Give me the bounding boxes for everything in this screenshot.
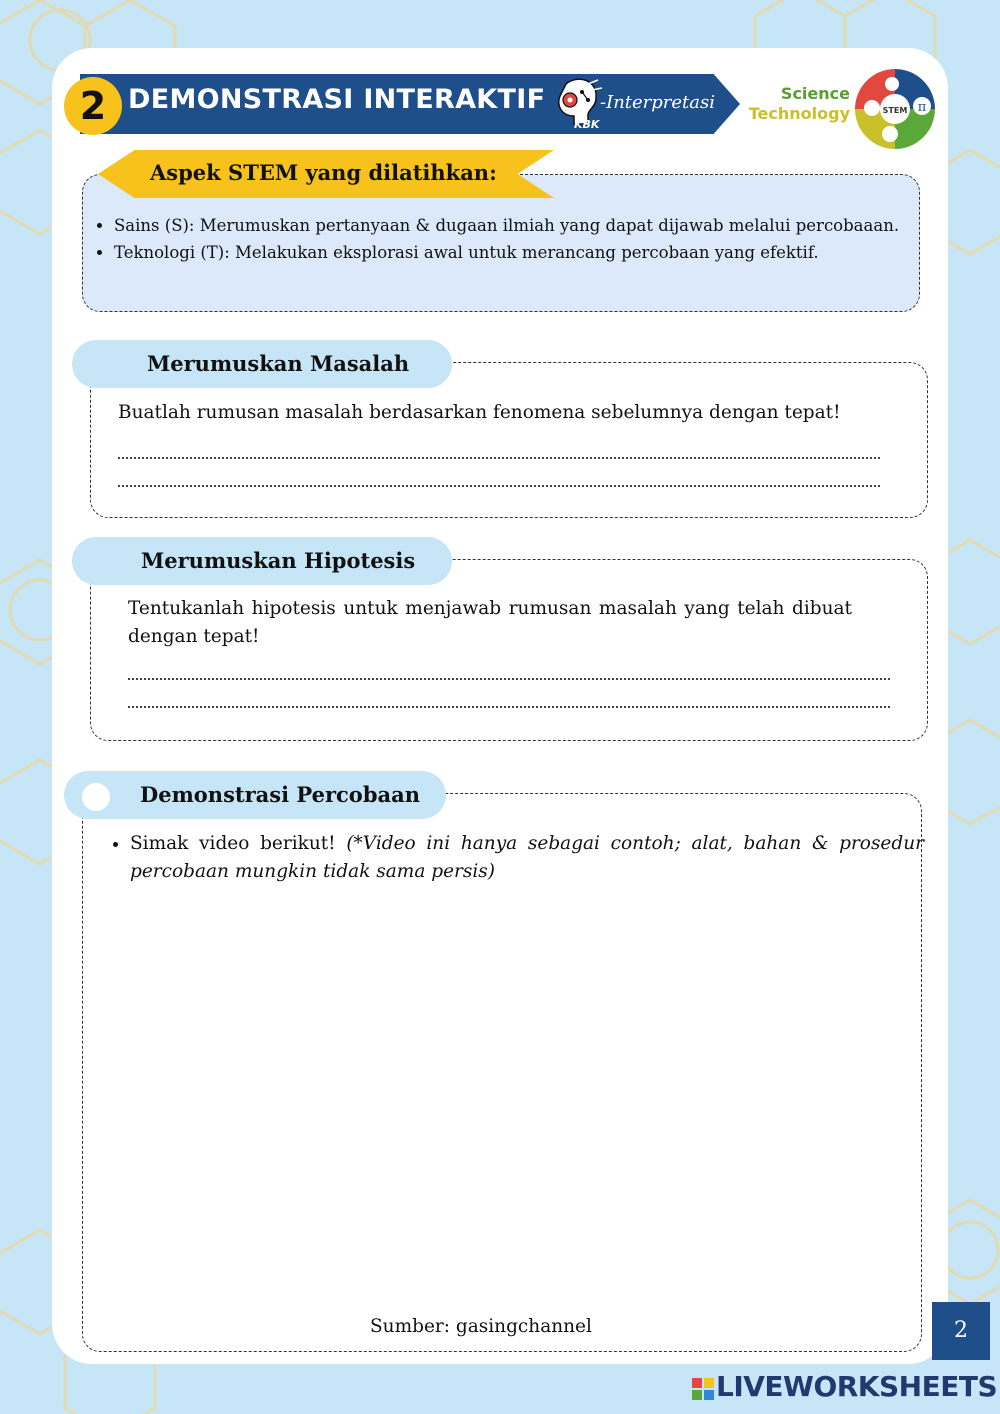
- stem-logo-icon: [852, 66, 938, 152]
- masalah-answer-line-2[interactable]: [118, 485, 880, 487]
- demo-instruction-main: Simak video berikut!: [130, 833, 336, 854]
- masalah-prompt: Buatlah rumusan masalah berdasarkan fenomena sebelumnya dengan tepat!: [118, 402, 841, 423]
- stem-word-science: Science: [780, 84, 850, 103]
- liveworksheets-logo-icon: [692, 1378, 714, 1400]
- hipotesis-answer-line-1[interactable]: [128, 678, 890, 680]
- demo-tab-dot: [82, 783, 110, 811]
- video-embed-area[interactable]: [110, 900, 900, 1300]
- masalah-title: Merumuskan Masalah: [147, 351, 410, 376]
- footer-brand[interactable]: LIVEWORKSHEETS: [716, 1370, 998, 1403]
- hipotesis-title: Merumuskan Hipotesis: [141, 548, 416, 573]
- stem-logo-label: STEM: [882, 106, 908, 115]
- aspect-item-science: • Sains (S): Merumuskan pertanyaan & dugaan ilmiah yang dapat dijawab melalui percobaaan.: [114, 212, 924, 239]
- page-number-badge: 2: [932, 1302, 990, 1360]
- aspect-item-technology: • Teknologi (T): Melakukan eksplorasi awal untuk merancang percobaan yang efektif.: [114, 239, 924, 266]
- aspect-list: [94, 212, 924, 266]
- stem-words: [744, 84, 850, 124]
- stem-word-technology: Technology: [748, 104, 850, 123]
- aspect-title: Aspek STEM yang dilatihkan:: [150, 160, 497, 185]
- header-subtitle: -Interpretasi: [600, 92, 716, 113]
- video-source: Sumber: gasingchannel: [370, 1316, 592, 1337]
- masalah-answer-line-1[interactable]: [118, 457, 880, 459]
- page-title: DEMONSTRASI INTERAKTIF: [128, 84, 546, 115]
- hipotesis-answer-line-2[interactable]: [128, 706, 890, 708]
- kbk-label: KBK: [574, 118, 600, 130]
- demo-instruction: [108, 830, 924, 886]
- demo-instruction-note: (*Video ini hanya sebagai contoh; alat, bahan & prosedur percobaan mungkin tidak sama persis): [130, 833, 924, 882]
- hipotesis-prompt: Tentukanlah hipotesis untuk menjawab rumusan masalah yang telah dibuat dengan tepat!: [128, 598, 852, 647]
- demo-instruction-item: [130, 830, 924, 886]
- brain-gear-icon: [552, 76, 602, 130]
- demo-title: Demonstrasi Percobaan: [140, 782, 420, 807]
- svg-text:π: π: [917, 100, 927, 115]
- section-number-badge: 2: [64, 77, 122, 135]
